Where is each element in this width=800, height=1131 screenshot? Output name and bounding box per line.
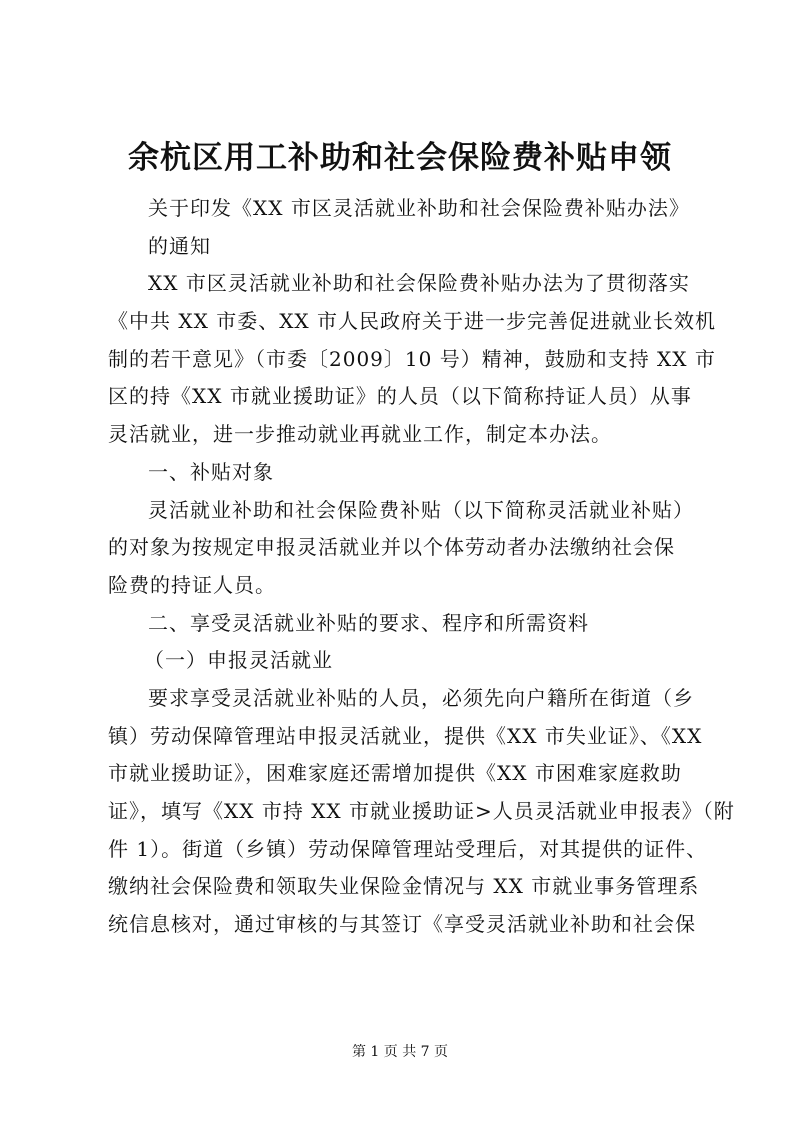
body-line: 证》，填写《XX 市持 XX 市就业援助证>人员灵活就业申报表》（附 bbox=[108, 799, 735, 823]
section-heading: 二、享受灵活就业补贴的要求、程序和所需资料 bbox=[148, 610, 589, 635]
body-line: 市就业援助证》，困难家庭还需增加提供《XX 市困难家庭救助 bbox=[108, 761, 682, 786]
body-line: 《中共 XX 市委、XX 市人民政府关于进一步完善促进就业长效机 bbox=[108, 309, 717, 334]
body-line: 件 1）。街道（乡镇）劳动保障管理站受理后，对其提供的证件、 bbox=[108, 836, 708, 861]
body-line: 险费的持证人员。 bbox=[108, 572, 276, 597]
body-line: 要求享受灵活就业补贴的人员，必须先向户籍所在街道（乡 bbox=[148, 685, 694, 710]
body-line: 缴纳社会保险费和领取失业保险金情况与 XX 市就业事务管理系 bbox=[108, 874, 700, 899]
body-line: 关于印发《XX 市区灵活就业补助和社会保险费补贴办法》 bbox=[148, 196, 690, 220]
document-body bbox=[108, 190, 735, 944]
subsection-heading: （一）申报灵活就业 bbox=[144, 648, 333, 673]
body-line: 灵活就业补助和社会保险费补贴（以下简称灵活就业补贴） bbox=[148, 497, 694, 522]
body-line: 区的持《XX 市就业援助证》的人员（以下简称持证人员）从事 bbox=[108, 384, 692, 409]
body-line: 镇）劳动保障管理站申报灵活就业，提供《XX 市失业证》、《XX bbox=[108, 723, 703, 748]
body-line: 的通知 bbox=[148, 233, 211, 258]
body-line: 的对象为按规定申报灵活就业并以个体劳动者办法缴纳社会保 bbox=[108, 535, 675, 560]
section-heading: 一、补贴对象 bbox=[148, 459, 274, 484]
page-footer: 第 1 页 共 7 页 bbox=[351, 1044, 449, 1060]
body-line: 灵活就业，进一步推动就业再就业工作，制定本办法。 bbox=[108, 422, 612, 447]
document-title: 余杭区用工补助和社会保险费补贴申领 bbox=[128, 140, 672, 176]
body-line: 统信息核对，通过审核的与其签订《享受灵活就业补助和社会保 bbox=[108, 912, 696, 937]
body-line: XX 市区灵活就业补助和社会保险费补贴办法为了贯彻落实 bbox=[148, 271, 690, 296]
body-line: 制的若干意见》（市委〔2009〕10 号）精神，鼓励和支持 XX 市 bbox=[108, 346, 716, 371]
